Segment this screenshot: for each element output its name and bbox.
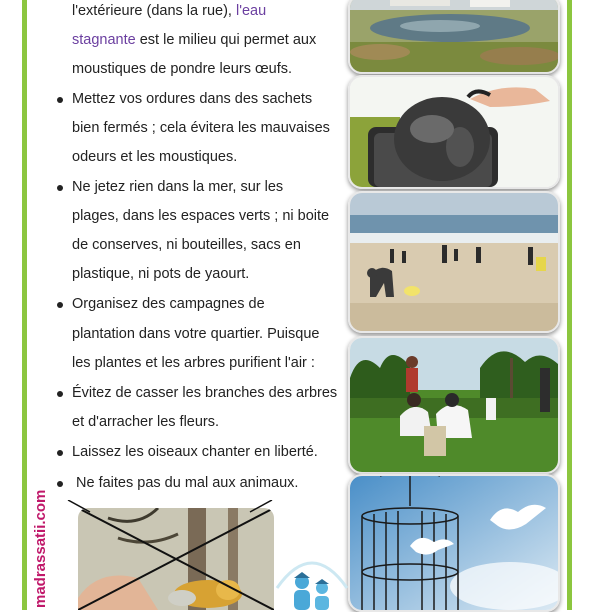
beach-cleanup-photo [348, 191, 560, 333]
page-margin [0, 0, 22, 610]
bullet-3-line-1: Organisez des campagnes de [72, 296, 265, 312]
pond-image [350, 0, 558, 72]
trash-image [350, 77, 558, 187]
beach-image [350, 193, 558, 331]
bullet-dot [57, 481, 63, 487]
bullet-6-line-1: Ne faites pas du mal aux animaux. [76, 475, 299, 491]
bullet-dot [57, 450, 63, 456]
bullet-1-line-3: odeurs et les moustiques. [72, 149, 238, 165]
watermark-madrassatii [30, 440, 50, 610]
bullet-4-line-2: et d'arracher les fleurs. [72, 414, 220, 430]
bird-cage-freedom-photo [348, 474, 560, 612]
bullet-2-line-2: plages, dans les espaces verts ; ni boite [72, 208, 330, 224]
intro-line-1 [72, 0, 266, 27]
bullet-dot [57, 302, 63, 308]
bullet-dot [57, 97, 63, 103]
trash-bag-bin-photo [348, 75, 560, 189]
watermark-text: madrassatii.com [32, 489, 49, 608]
intro-highlight: stagnante [72, 32, 136, 48]
cross-out-mark [78, 508, 274, 610]
stagnant-water-pond-photo [348, 0, 560, 74]
bullet-3-line-3: les plantes et les arbres purifient l'air : [72, 355, 315, 371]
school-logo [272, 548, 352, 610]
bullet-2-line-3: de conserves, ni bouteilles, sacs en [72, 237, 301, 253]
intro-text: est le milieu qui permet aux [139, 32, 317, 48]
green-border-right [567, 0, 572, 610]
bullet-1-line-1: Mettez vos ordures dans des sachets [72, 91, 313, 107]
bullet-2-line-1: Ne jetez rien dans la mer, sur les [72, 179, 284, 195]
intro-line-3: moustiques de pondre leurs œufs. [72, 61, 293, 77]
bullet-dot [57, 391, 63, 397]
bullet-2-line-4: plastique, ni pots de yaourt. [72, 266, 250, 282]
hurt-bird-crossed-photo [78, 508, 274, 610]
bullet-1-line-2: bien fermés ; cela évitera les mauvaises [72, 120, 330, 136]
bullet-dot [57, 185, 63, 191]
green-border-left [22, 0, 27, 610]
tree-planting-photo [348, 336, 560, 474]
intro-highlight: l'eau [235, 3, 267, 19]
cross-lines-top [60, 500, 290, 520]
bullet-4-line-1: Évitez de casser les branches des arbres [72, 385, 338, 401]
intro-line-2 [72, 26, 316, 56]
bullet-3-line-2: plantation dans votre quartier. Puisque [72, 326, 320, 342]
bullet-5-line-1: Laissez les oiseaux chanter en liberté. [72, 444, 318, 460]
cage-image [350, 476, 558, 610]
intro-text: l'extérieure (dans la rue), [72, 3, 232, 19]
planting-image [350, 338, 558, 472]
